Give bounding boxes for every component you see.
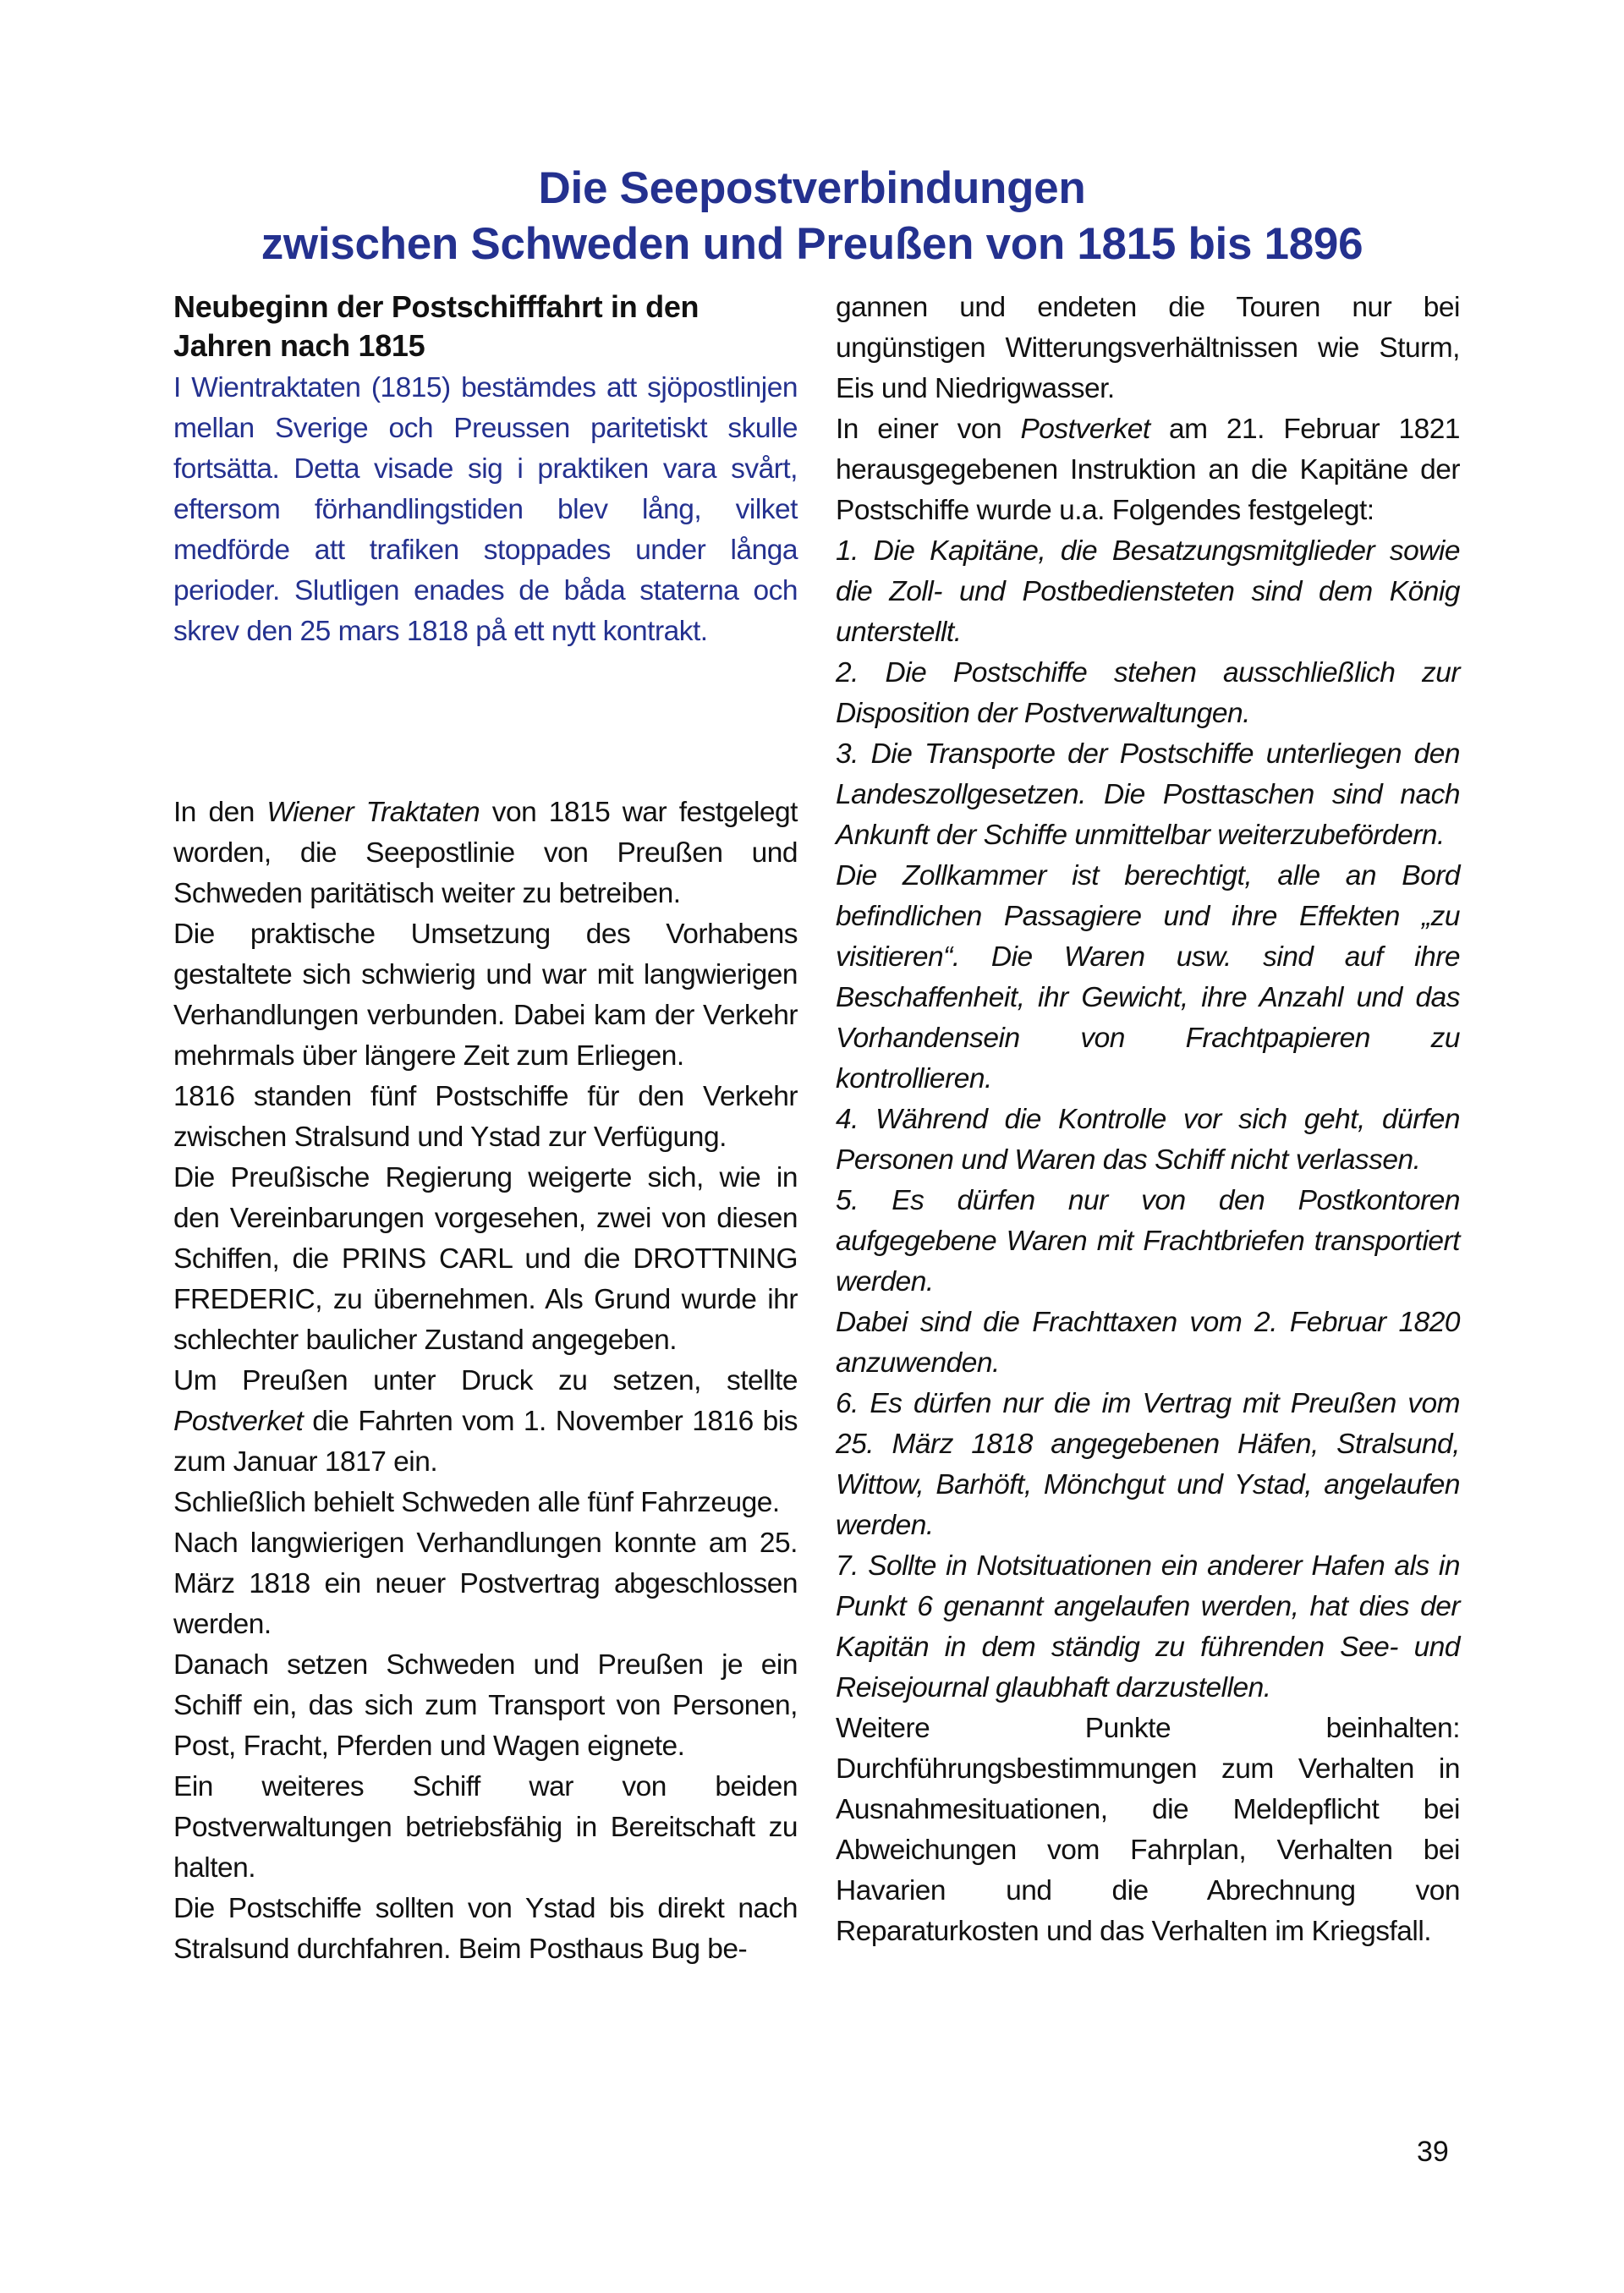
spacer <box>173 652 798 793</box>
text: Um Preußen unter Druck zu setzen, stellte <box>173 1365 798 1396</box>
page-title <box>0 161 1624 272</box>
instruction-item: Dabei sind die Frachttaxen vom 2. Februar 1820 anzuwenden. <box>836 1307 1460 1379</box>
instruction-item: 6. Es dürfen nur die im Vertrag mit Preußen vom 25. März 1818 angegebenen Häfen, Stralsund, Wittow, Barhöft, Mönchgut und Ystad, angelaufen werden. <box>836 1388 1460 1541</box>
paragraph: gannen und endeten die Touren nur bei ungünstigen Witterungsverhältnissen wie Sturm, Eis und Niedrigwasser. <box>836 292 1460 404</box>
paragraph <box>836 409 1460 531</box>
swedish-summary: I Wientraktaten (1815) bestämdes att sjöpostlinjen mellan Sverige och Preussen paritetiskt skulle fortsätta. Detta visade sig i praktiken vara svårt, eftersom förhandlingstiden blev lång, vilket medförde att trafiken stoppades under långa perioder. Slutligen enades de båda staterna och skrev den 25 mars 1818 på ett nytt kontrakt. <box>173 372 798 647</box>
instruction-item: 2. Die Postschiffe stehen ausschließlich zur Disposition der Postverwaltungen. <box>836 657 1460 729</box>
right-column <box>836 288 1460 1952</box>
title-line-1: Die Seepostverbindungen <box>538 163 1086 213</box>
paragraph: Ein weiteres Schiff war von beiden Postverwaltungen betriebsfähig in Bereitschaft zu halten. <box>173 1771 798 1884</box>
instruction-item: 7. Sollte in Notsituationen ein anderer Hafen als in Punkt 6 genannt angelaufen werden, hat dies der Kapitän in dem ständig zu führenden See- und Reisejournal glaubhaft darzustellen. <box>836 1550 1460 1703</box>
paragraph: Die Postschiffe sollten von Ystad bis direkt nach Stralsund durchfahren. Beim Posthaus Bug be- <box>173 1893 798 1965</box>
italic-term: Postverket <box>173 1406 304 1437</box>
text: am 21. Februar 1821 herausgegebenen Instruktion an die Kapitäne der Postschiffe wurde u.a. Folgendes festgelegt: <box>836 414 1460 526</box>
instruction-item: 3. Die Transporte der Postschiffe unterliegen den Landeszollgesetzen. Die Posttaschen sind nach Ankunft der Schiffe unmittelbar weiterzubefördern. <box>836 738 1460 851</box>
paragraph: 1816 standen fünf Postschiffe für den Verkehr zwischen Stralsund und Ystad zur Verfügung. <box>173 1081 798 1153</box>
title-line-2: zwischen Schweden und Preußen von 1815 bis 1896 <box>261 219 1363 269</box>
paragraph <box>173 793 798 914</box>
text: In einer von <box>836 414 1021 445</box>
page-number: 39 <box>1417 2136 1449 2168</box>
paragraph: Nach langwierigen Verhandlungen konnte am 25. März 1818 ein neuer Postvertrag abgeschlossen werden. <box>173 1528 798 1640</box>
instruction-item: Die Zollkammer ist berechtigt, alle an Bord befindlichen Passagiere und ihre Effekten „zu visitieren“. Die Waren usw. sind auf ihre Beschaffenheit, ihr Gewicht, ihre Anzahl und das Vorhandensein von Frachtpapieren zu kontrollieren. <box>836 860 1460 1094</box>
paragraph: Danach setzen Schweden und Preußen je ein Schiff ein, das sich zum Transport von Personen, Post, Fracht, Pferden und Wagen eignete. <box>173 1649 798 1762</box>
paragraph: Weitere Punkte beinhalten: Durchführungsbestimmungen zum Verhalten in Ausnahmesituationen, die Meldepflicht bei Abweichungen vom Fahrplan, Verhalten bei Havarien und die Abrechnung von Reparaturkosten und das Verhalten im Kriegsfall. <box>836 1713 1460 1947</box>
paragraph: Die Preußische Regierung weigerte sich, wie in den Vereinbarungen vorgesehen, zwei von diesen Schiffen, die PRINS CARL und die DROTTNING FREDERIC, zu übernehmen. Als Grund wurde ihr schlechter baulicher Zustand angegeben. <box>173 1162 798 1356</box>
paragraph <box>173 1361 798 1483</box>
italic-term: Postverket <box>1020 414 1150 445</box>
left-column <box>173 288 798 1970</box>
paragraph: Die praktische Umsetzung des Vorhabens gestaltete sich schwierig und war mit langwierigen Verhandlungen verbunden. Dabei kam der Verkehr mehrmals über längere Zeit zum Erliegen. <box>173 919 798 1072</box>
text: die Fahrten vom 1. November 1816 bis zum Januar 1817 ein. <box>173 1406 798 1478</box>
text: von 1815 war festgelegt worden, die Seepostlinie von Preußen und Schweden paritätisch weiter zu betreiben. <box>173 797 798 909</box>
text: In den <box>173 797 267 828</box>
paragraph: Schließlich behielt Schweden alle fünf Fahrzeuge. <box>173 1487 780 1518</box>
instruction-item: 1. Die Kapitäne, die Besatzungsmitglieder sowie die Zoll- und Postbediensteten sind dem König unterstellt. <box>836 535 1460 648</box>
section-subheading: Neubeginn der Postschifffahrt in den Jahren nach 1815 <box>173 289 700 363</box>
instruction-item: 5. Es dürfen nur von den Postkontoren aufgegebene Waren mit Frachtbriefen transportiert werden. <box>836 1185 1460 1297</box>
italic-term: Wiener Traktaten <box>266 797 480 828</box>
instruction-item: 4. Während die Kontrolle vor sich geht, dürfen Personen und Waren das Schiff nicht verlassen. <box>836 1104 1460 1176</box>
